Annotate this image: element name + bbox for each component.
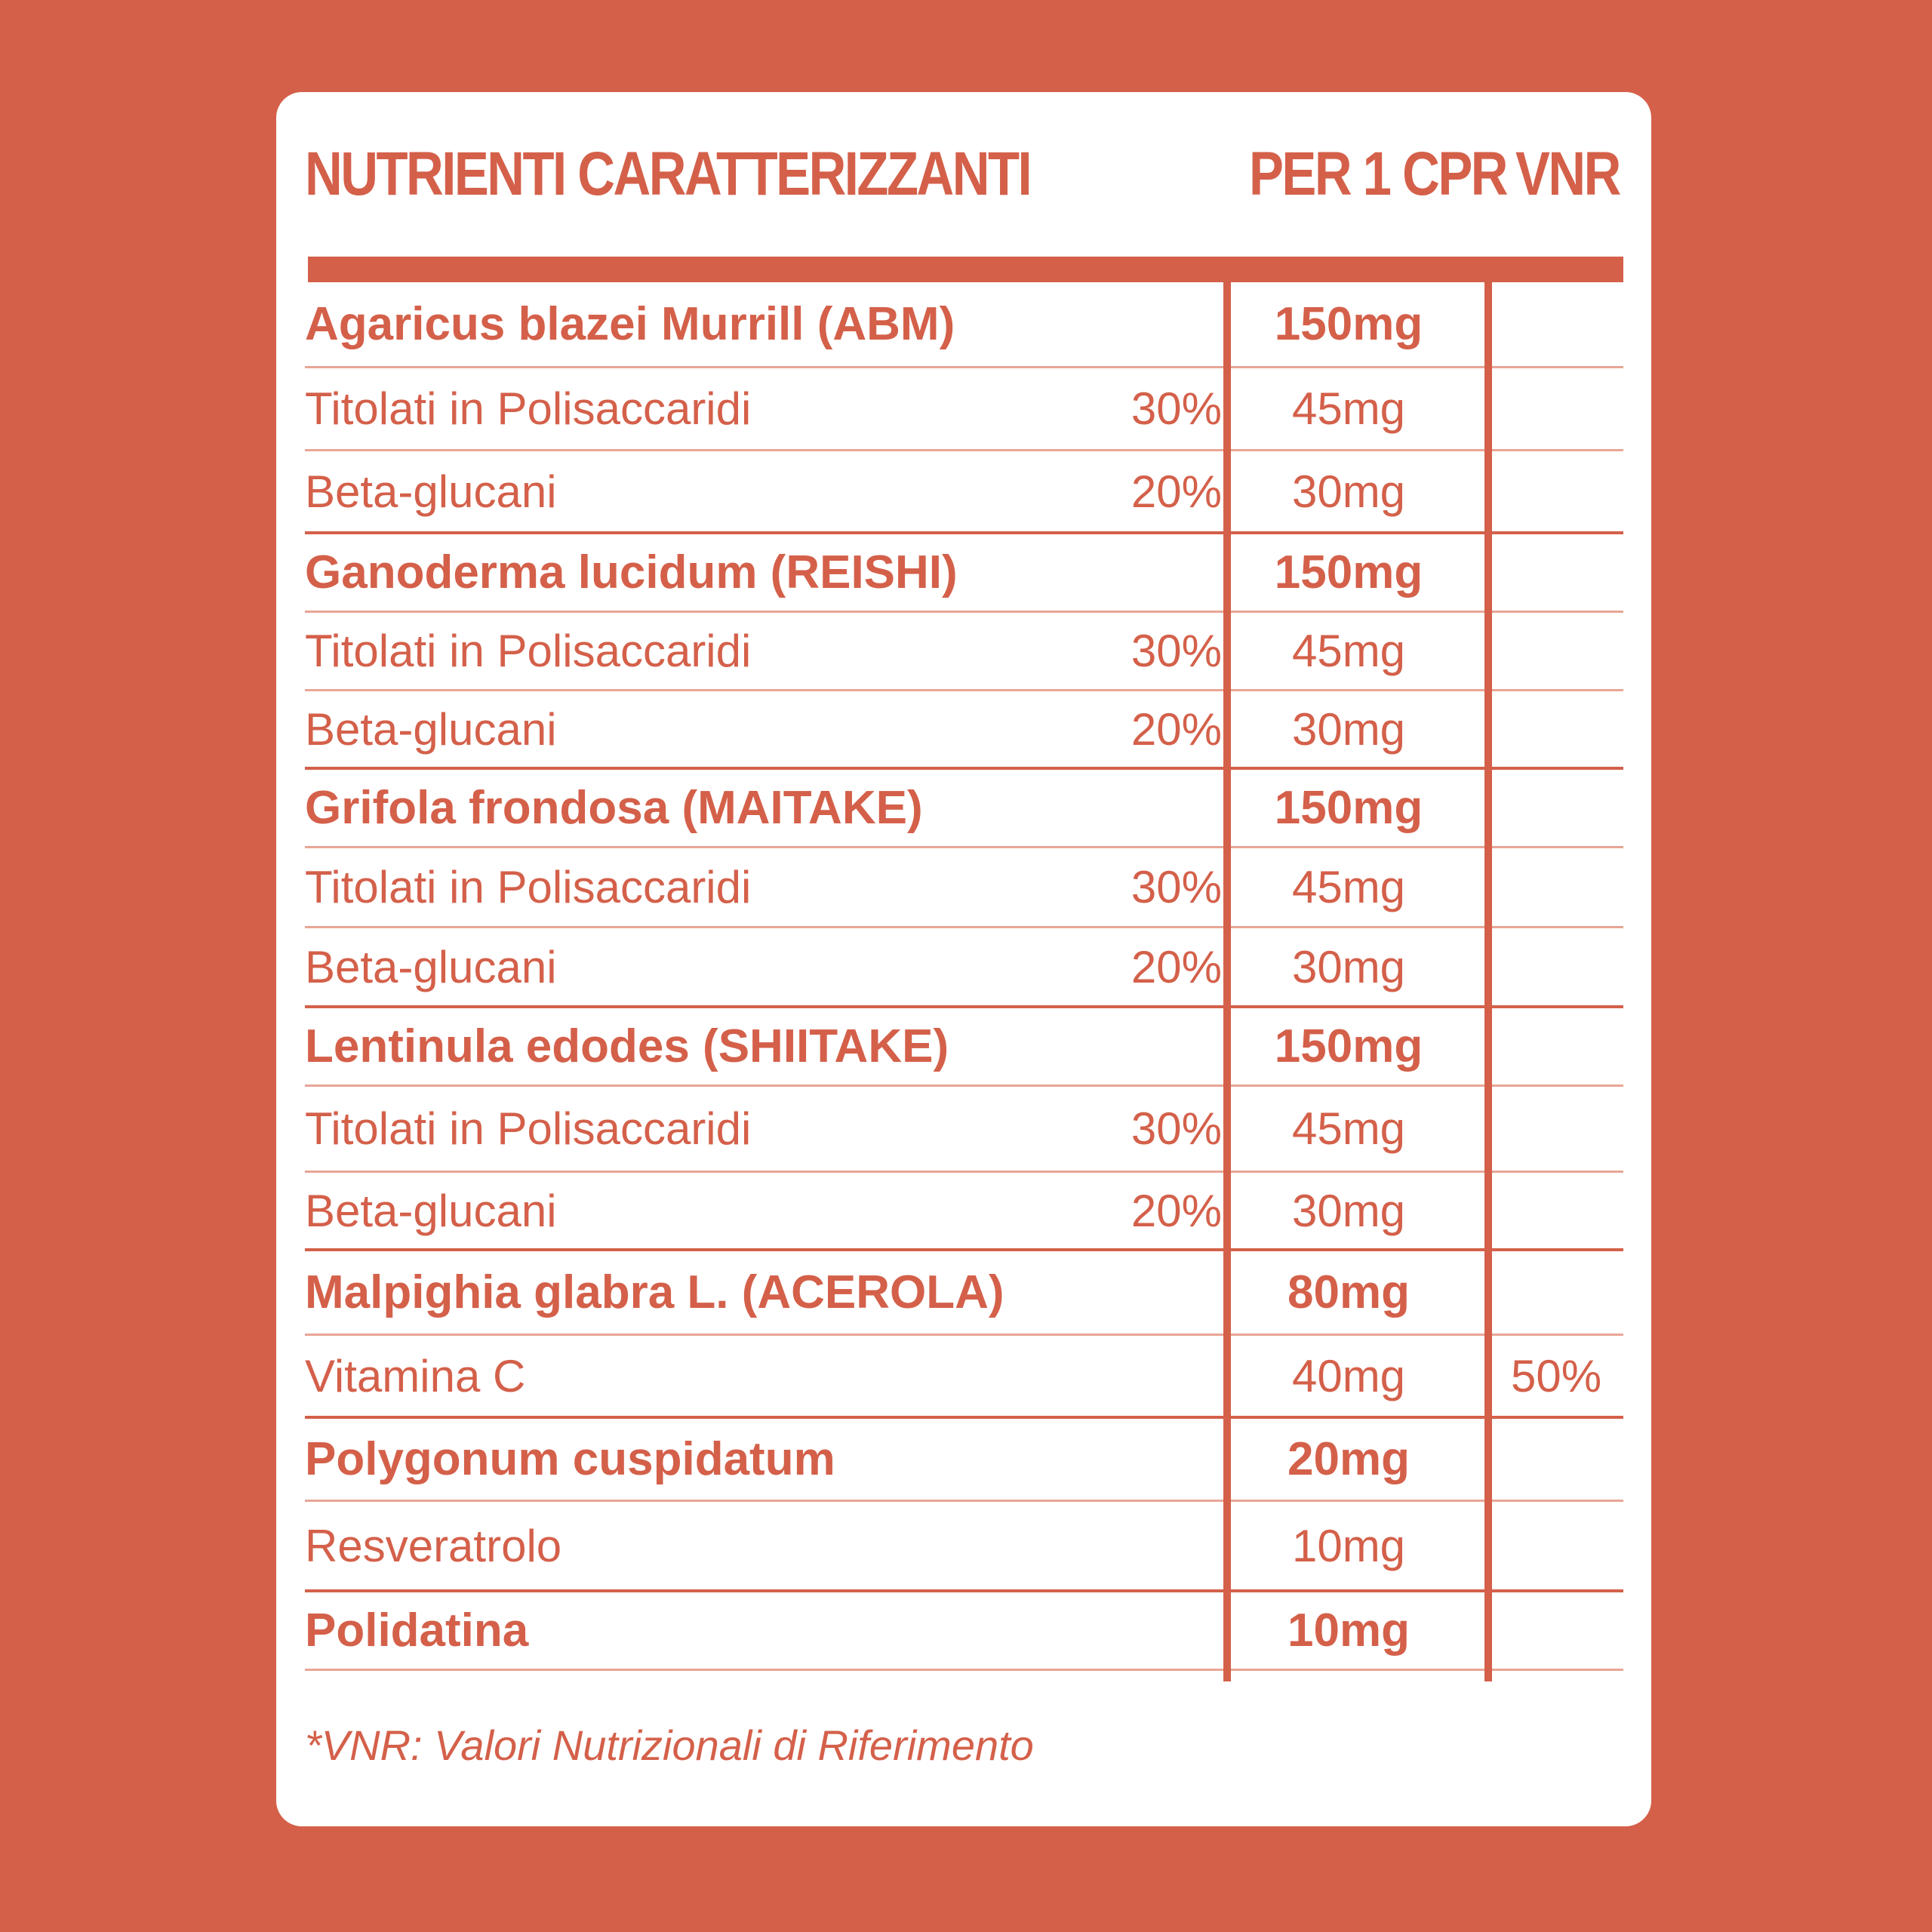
table-row bbox=[305, 368, 1623, 451]
nutrient-name: Titolati in Polisaccaridi bbox=[305, 1103, 752, 1154]
vnr-footnote: *VNR: Valori Nutrizionali di Riferimento bbox=[305, 1721, 1034, 1769]
header-divider bbox=[308, 257, 1623, 282]
table-row bbox=[305, 1087, 1623, 1173]
nutrient-name: Agaricus blazei Murrill (ABM) bbox=[305, 298, 955, 350]
nutrient-amount: 10mg bbox=[1287, 1604, 1410, 1657]
table-row bbox=[305, 770, 1623, 848]
nutrient-vnr bbox=[1489, 282, 1623, 366]
nutrient-vnr bbox=[1489, 1008, 1623, 1084]
nutrient-percentage bbox=[1086, 1336, 1222, 1416]
nutrient-vnr: 50% bbox=[1510, 1350, 1602, 1401]
nutrient-amount: 30mg bbox=[1291, 1185, 1406, 1236]
table-row bbox=[305, 1173, 1623, 1251]
column-divider-vnr bbox=[1484, 282, 1492, 1681]
nutrient-amount: 30mg bbox=[1291, 941, 1406, 992]
table-row bbox=[305, 1502, 1623, 1592]
nutrient-amount: 150mg bbox=[1274, 1020, 1423, 1072]
nutrient-name: Polygonum cuspidatum bbox=[305, 1433, 835, 1485]
nutrient-name: Titolati in Polisaccaridi bbox=[305, 383, 752, 434]
nutrient-name: Ganoderma lucidum (REISHI) bbox=[305, 546, 958, 598]
nutrient-amount: 40mg bbox=[1291, 1350, 1406, 1401]
nutrient-vnr bbox=[1489, 451, 1623, 531]
nutrient-percentage: 30% bbox=[1131, 1103, 1222, 1154]
nutrient-amount: 30mg bbox=[1291, 466, 1406, 517]
nutrient-vnr bbox=[1489, 613, 1623, 689]
table-row bbox=[305, 1251, 1623, 1336]
table-row bbox=[305, 848, 1623, 928]
nutrient-amount: 150mg bbox=[1274, 298, 1423, 350]
nutrient-percentage: 30% bbox=[1131, 383, 1222, 434]
per-tablet-header: PER 1 CPR bbox=[1249, 140, 1506, 208]
column-divider-amount bbox=[1223, 282, 1231, 1681]
nutrient-name: Beta-glucani bbox=[305, 466, 557, 517]
vnr-header: VNR bbox=[1515, 140, 1620, 208]
table-row bbox=[305, 534, 1623, 613]
table-title: NUTRIENTI CARATTERIZZANTI bbox=[305, 140, 1031, 208]
nutrient-amount: 45mg bbox=[1291, 626, 1406, 676]
nutrient-vnr bbox=[1489, 1251, 1623, 1334]
nutrient-name: Beta-glucani bbox=[305, 703, 557, 755]
nutrient-vnr bbox=[1489, 1502, 1623, 1589]
nutrient-percentage bbox=[1086, 1008, 1222, 1084]
table-row bbox=[305, 1592, 1623, 1671]
nutrient-rows bbox=[305, 282, 1623, 1671]
nutrient-name: Lentinula edodes (SHIITAKE) bbox=[305, 1020, 949, 1072]
nutrient-vnr bbox=[1489, 1419, 1623, 1500]
nutrient-vnr bbox=[1489, 928, 1623, 1005]
nutrient-amount: 45mg bbox=[1291, 1103, 1406, 1154]
nutrient-name: Malpighia glabra L. (ACEROLA) bbox=[305, 1266, 1004, 1318]
nutrient-name: Vitamina C bbox=[305, 1350, 526, 1401]
table-row bbox=[305, 613, 1623, 691]
nutrient-vnr bbox=[1489, 848, 1623, 926]
nutrient-amount: 10mg bbox=[1291, 1520, 1406, 1571]
nutrient-vnr bbox=[1489, 1592, 1623, 1669]
nutrient-vnr bbox=[1489, 1087, 1623, 1171]
table-row bbox=[305, 1419, 1623, 1502]
nutrient-amount: 80mg bbox=[1287, 1266, 1410, 1318]
nutrient-percentage: 20% bbox=[1131, 941, 1222, 992]
nutrient-percentage: 20% bbox=[1131, 1185, 1222, 1236]
nutrient-amount: 45mg bbox=[1291, 383, 1406, 434]
nutrient-name: Titolati in Polisaccaridi bbox=[305, 862, 752, 912]
nutrient-amount: 150mg bbox=[1274, 546, 1423, 598]
nutrient-vnr bbox=[1489, 368, 1623, 449]
table-row bbox=[305, 928, 1623, 1008]
nutrient-percentage: 20% bbox=[1131, 466, 1222, 517]
nutrient-percentage bbox=[1086, 534, 1222, 611]
table-row bbox=[305, 282, 1623, 368]
nutrient-vnr bbox=[1489, 1173, 1623, 1248]
nutrient-name: Beta-glucani bbox=[305, 1185, 557, 1236]
nutrient-percentage bbox=[1086, 1592, 1222, 1669]
nutrient-percentage bbox=[1086, 1419, 1222, 1500]
nutrient-percentage: 30% bbox=[1131, 626, 1222, 676]
nutrient-amount: 45mg bbox=[1291, 862, 1406, 912]
nutrient-amount: 30mg bbox=[1291, 703, 1406, 755]
table-row bbox=[305, 451, 1623, 534]
table-row bbox=[305, 691, 1623, 770]
nutrient-vnr bbox=[1489, 534, 1623, 611]
nutrient-vnr bbox=[1489, 691, 1623, 767]
nutrient-percentage bbox=[1086, 1502, 1222, 1589]
nutrient-name: Polidatina bbox=[305, 1604, 529, 1657]
nutrient-percentage bbox=[1086, 1251, 1222, 1334]
nutrient-percentage: 30% bbox=[1131, 862, 1222, 912]
nutrient-name: Grifola frondosa (MAITAKE) bbox=[305, 782, 923, 834]
table-row bbox=[305, 1008, 1623, 1087]
nutrient-vnr bbox=[1489, 770, 1623, 846]
nutrient-name: Beta-glucani bbox=[305, 941, 557, 992]
nutrient-percentage: 20% bbox=[1131, 703, 1222, 755]
nutrient-name: Titolati in Polisaccaridi bbox=[305, 626, 752, 676]
nutrient-percentage bbox=[1086, 282, 1222, 366]
nutrient-percentage bbox=[1086, 770, 1222, 846]
nutrient-name: Resveratrolo bbox=[305, 1520, 562, 1571]
nutrient-amount: 150mg bbox=[1274, 782, 1423, 834]
nutrient-amount: 20mg bbox=[1287, 1433, 1410, 1485]
table-row bbox=[305, 1336, 1623, 1419]
